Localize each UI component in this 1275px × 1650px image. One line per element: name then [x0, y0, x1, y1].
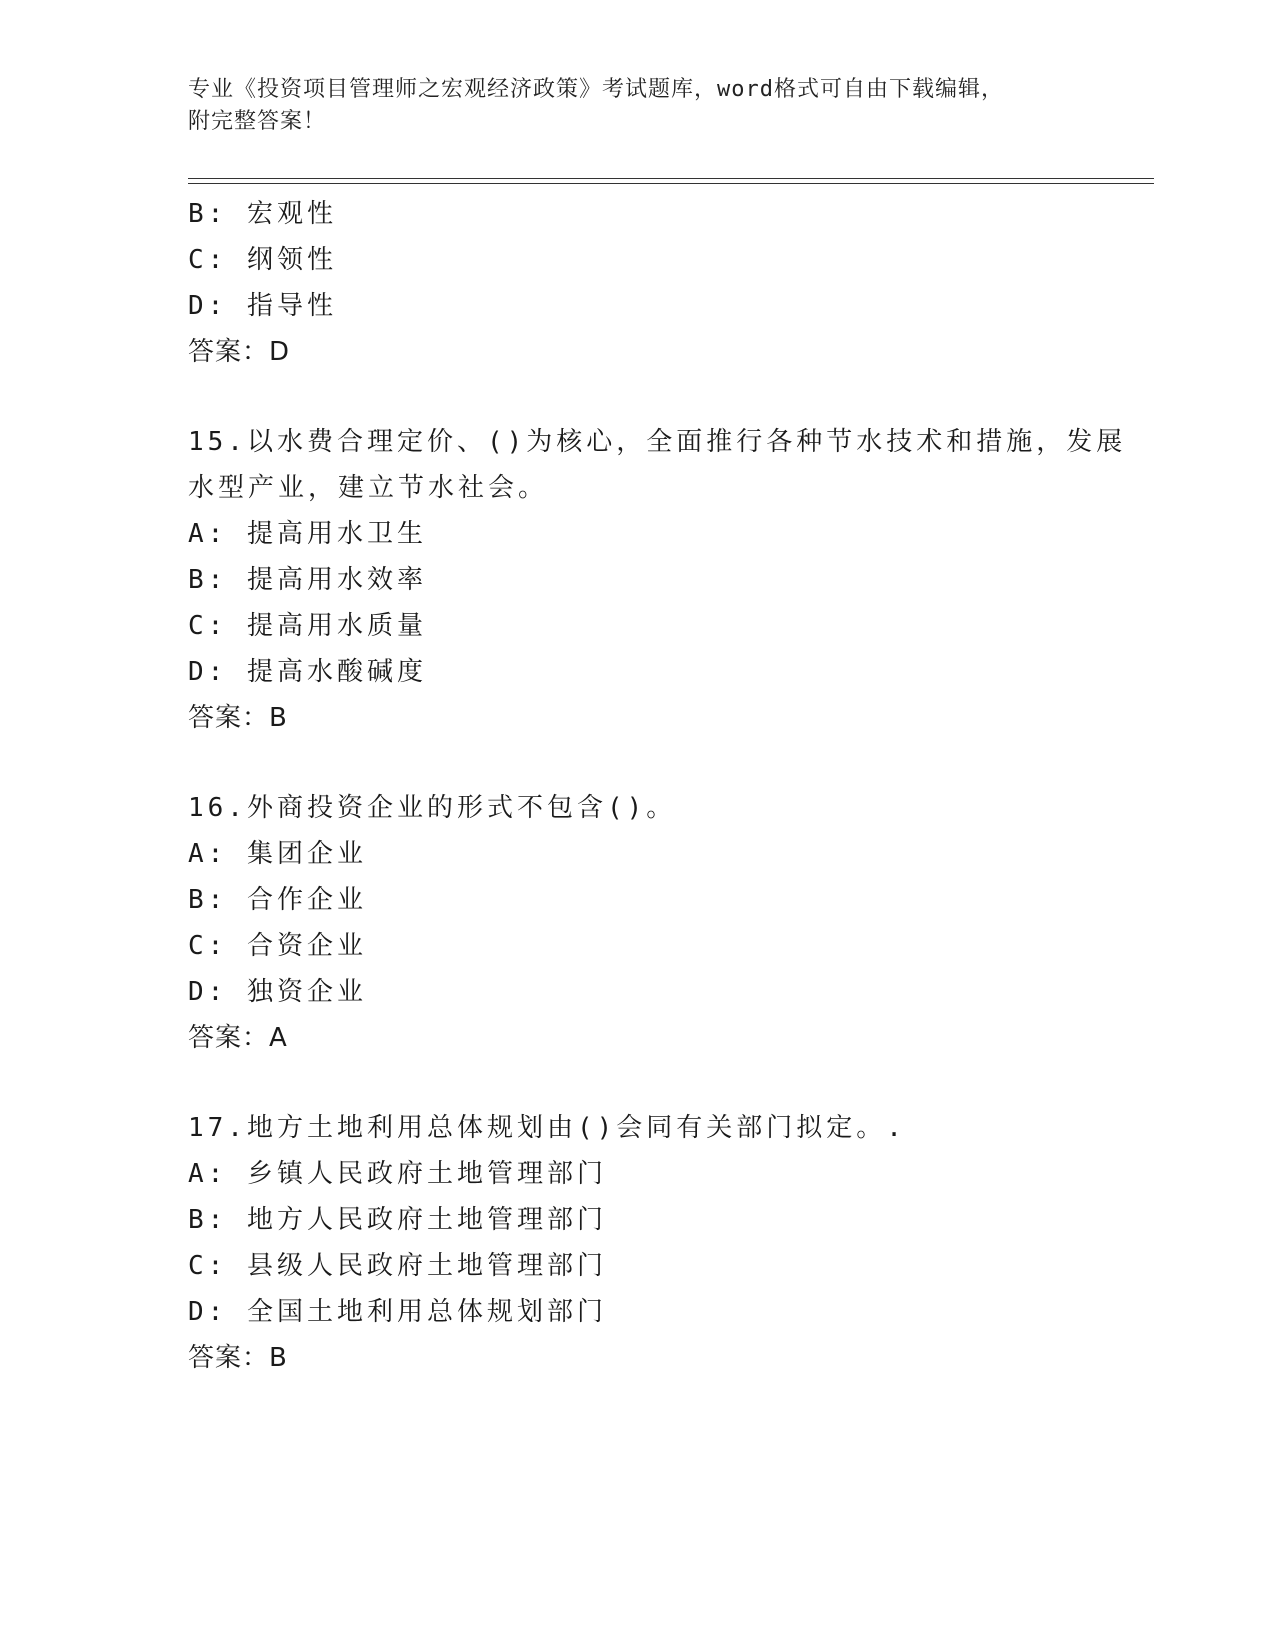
- q16-stem: 16.外商投资企业的形式不包含()。: [188, 793, 677, 823]
- q14-answer: 答案：D: [188, 337, 291, 367]
- question-14-block: [188, 191, 1148, 375]
- q17-option-a: A: 乡镇人民政府土地管理部门: [188, 1159, 607, 1189]
- header-divider-top: [188, 178, 1154, 179]
- q16-answer: 答案：A: [188, 1023, 288, 1053]
- header-divider-bottom: [188, 183, 1154, 184]
- q17-answer: 答案：B: [188, 1343, 288, 1373]
- question-list: [188, 191, 1148, 1425]
- question-16-block: [188, 785, 1148, 1061]
- q15-option-b: B: 提高用水效率: [188, 565, 427, 595]
- q16-option-b: B: 合作企业: [188, 885, 367, 915]
- q14-option-b: B: 宏观性: [188, 199, 337, 229]
- question-17-block: [188, 1105, 1148, 1381]
- q17-option-b: B: 地方人民政府土地管理部门: [188, 1205, 607, 1235]
- q16-option-a: A: 集团企业: [188, 839, 367, 869]
- header-line-1: 专业《投资项目管理师之宏观经济政策》考试题库，word格式可自由下载编辑，: [188, 77, 1004, 102]
- q15-option-d: D: 提高水酸碱度: [188, 657, 427, 687]
- q14-option-c: C: 纲领性: [188, 245, 337, 275]
- document-header: [188, 74, 1088, 138]
- q17-option-c: C: 县级人民政府土地管理部门: [188, 1251, 607, 1281]
- question-15-block: [188, 419, 1148, 741]
- q16-option-c: C: 合资企业: [188, 931, 367, 961]
- q15-stem-line-1: 15.以水费合理定价、()为核心，全面推行各种节水技术和措施，发展: [188, 427, 1127, 457]
- q16-option-d: D: 独资企业: [188, 977, 367, 1007]
- q17-stem: 17.地方土地利用总体规划由()会同有关部门拟定。.: [188, 1113, 906, 1143]
- q14-option-d: D: 指导性: [188, 291, 337, 321]
- q15-option-c: C: 提高用水质量: [188, 611, 427, 641]
- q15-option-a: A: 提高用水卫生: [188, 519, 427, 549]
- q15-stem-line-2: 水型产业，建立节水社会。: [188, 473, 549, 503]
- header-line-2: 附完整答案！: [188, 109, 327, 134]
- q15-answer: 答案：B: [188, 703, 288, 733]
- q17-option-d: D: 全国土地利用总体规划部门: [188, 1297, 607, 1327]
